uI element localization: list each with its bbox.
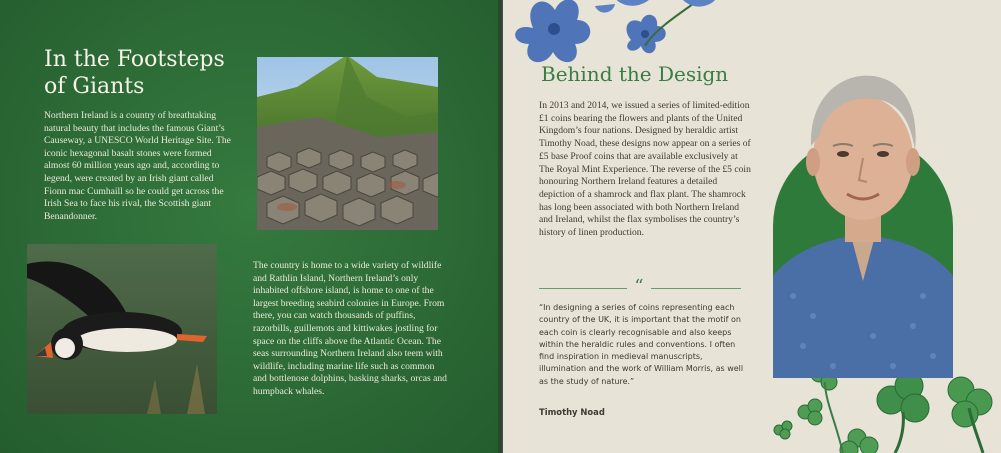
left-title-line2: of Giants (44, 74, 145, 99)
designer-portrait (773, 66, 953, 378)
left-page-title (44, 46, 244, 100)
causeway-paragraph: Northern Ireland is a country of breathtaking natural beauty that includes the famous Giant’s Causeway, a UNESCO World Heritage Site. The iconic hexagonal basalt stones were formed almost 60 million years ago and, according to legend, were created by an Irish giant called Fionn mac Cumhaill so he could get across the Irish Sea to face his rival, the Scottish giant Benandonner. (44, 110, 231, 222)
right-page-title: Behind the Design (541, 62, 729, 86)
right-page (503, 0, 1001, 453)
divider-left (539, 288, 627, 289)
flax-flower-icon (515, 0, 653, 62)
flax-flower-icon (626, 0, 717, 53)
wildlife-paragraph: The country is home to a wide variety of wildlife and Rathlin Island, Northern Ireland’s only inhabited offshore island, is home to one of the largest breeding seabird colonies in Europe. From there, you can watch thousands of puffins, razorbills, guillemots and kittiwakes jostling for space on the cliffs above the Atlantic Ocean. The seas surrounding Northern Ireland also teem with wildlife, including marine life such as common and bottlenose dolphins, basking sharks, orcas and humpback whales. (253, 260, 447, 397)
shamrock-icon (948, 377, 992, 453)
divider-right (651, 288, 741, 289)
quote-mark-icon: “ (634, 276, 644, 297)
design-paragraph: In 2013 and 2014, we issued a series of limited-edition £1 coins bearing the flowers and plants of the United Kingdom’s four nations. Designed by heraldic artist Timothy Noad, these designs now appear on a series of £5 base Proof coins that are available exclusively at The Royal Mint Experience. The reverse of the £5 coin honouring Northern Ireland features a detailed depiction of a shamrock and flax plant. The shamrock has long been associated with both Northern Ireland and Ireland, whilst the flax symbolises the country’s history of linen production. (539, 100, 751, 239)
quote-author: Timothy Noad (539, 407, 605, 417)
giants-causeway-photo (257, 57, 438, 230)
puffin-photo (27, 244, 217, 414)
left-title-line1: In the Footsteps (44, 47, 225, 72)
designer-quote: “In designing a series of coins representing each country of the UK, it is important that the motif on each coin is clearly recognisable and also keeps within the heraldic rules and conventions. I often find inspiration in medieval manuscripts, illumination and the work of William Morris, as well as the study of nature.” (539, 303, 744, 386)
shamrock-icon (877, 372, 929, 453)
